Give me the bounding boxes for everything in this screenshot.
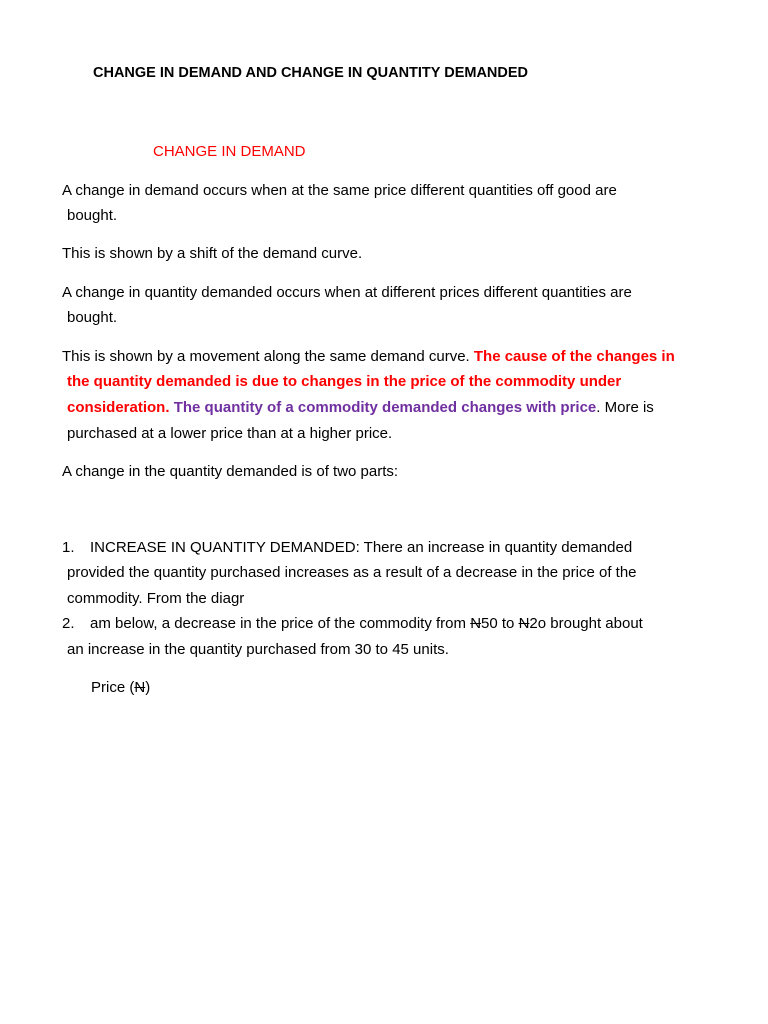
list-item-line: commodity. From the diagr bbox=[67, 590, 245, 607]
paragraph-line bbox=[67, 372, 621, 392]
list-item-line bbox=[90, 614, 643, 634]
naira-symbol: N bbox=[134, 679, 146, 696]
naira-symbol: N bbox=[518, 615, 530, 632]
plain-text: This is shown by a movement along the same demand curve. bbox=[62, 348, 474, 365]
paragraph-line: bought. bbox=[67, 309, 118, 326]
naira-symbol: N bbox=[470, 615, 482, 632]
list-item-number: 2. bbox=[62, 615, 75, 632]
paragraph-line: A change in quantity demanded occurs when at different prices different quantities are bbox=[62, 284, 632, 301]
highlighted-text-purple: The quantity of a commodity demanded changes with price bbox=[173, 399, 597, 416]
highlighted-text-red: the quantity demanded is due to changes in the price of the commodity under bbox=[67, 373, 622, 390]
plain-text: am below, a decrease in the price of the commodity from bbox=[90, 615, 471, 632]
paragraph-line: A change in demand occurs when at the same price different quantities off good are bbox=[62, 182, 617, 199]
list-item-line: INCREASE IN QUANTITY DEMANDED: There an increase in quantity demanded bbox=[90, 539, 633, 556]
document-title: CHANGE IN DEMAND AND CHANGE IN QUANTITY DEMANDED bbox=[93, 65, 529, 81]
list-item-line: provided the quantity purchased increases as a result of a decrease in the price of the bbox=[67, 564, 637, 581]
list-item-line: an increase in the quantity purchased from 30 to 45 units. bbox=[67, 641, 449, 658]
plain-text: 2o brought about bbox=[529, 615, 643, 632]
section-heading: CHANGE IN DEMAND bbox=[153, 143, 306, 160]
paragraph-line bbox=[62, 347, 675, 367]
highlighted-text-red: The cause of the changes in bbox=[473, 348, 675, 365]
paragraph-line: This is shown by a shift of the demand curve. bbox=[62, 245, 363, 262]
paragraph-line: bought. bbox=[67, 207, 118, 224]
paragraph-line: A change in the quantity demanded is of two parts: bbox=[62, 463, 399, 480]
list-item-number: 1. bbox=[62, 539, 75, 556]
plain-text: . More is bbox=[596, 399, 654, 416]
price-axis-label: Price (N) bbox=[91, 679, 151, 696]
highlighted-text-red: consideration. bbox=[67, 399, 170, 416]
paragraph-line bbox=[67, 398, 654, 418]
plain-text: 50 to bbox=[481, 615, 519, 632]
paragraph-line: purchased at a lower price than at a higher price. bbox=[67, 425, 393, 442]
